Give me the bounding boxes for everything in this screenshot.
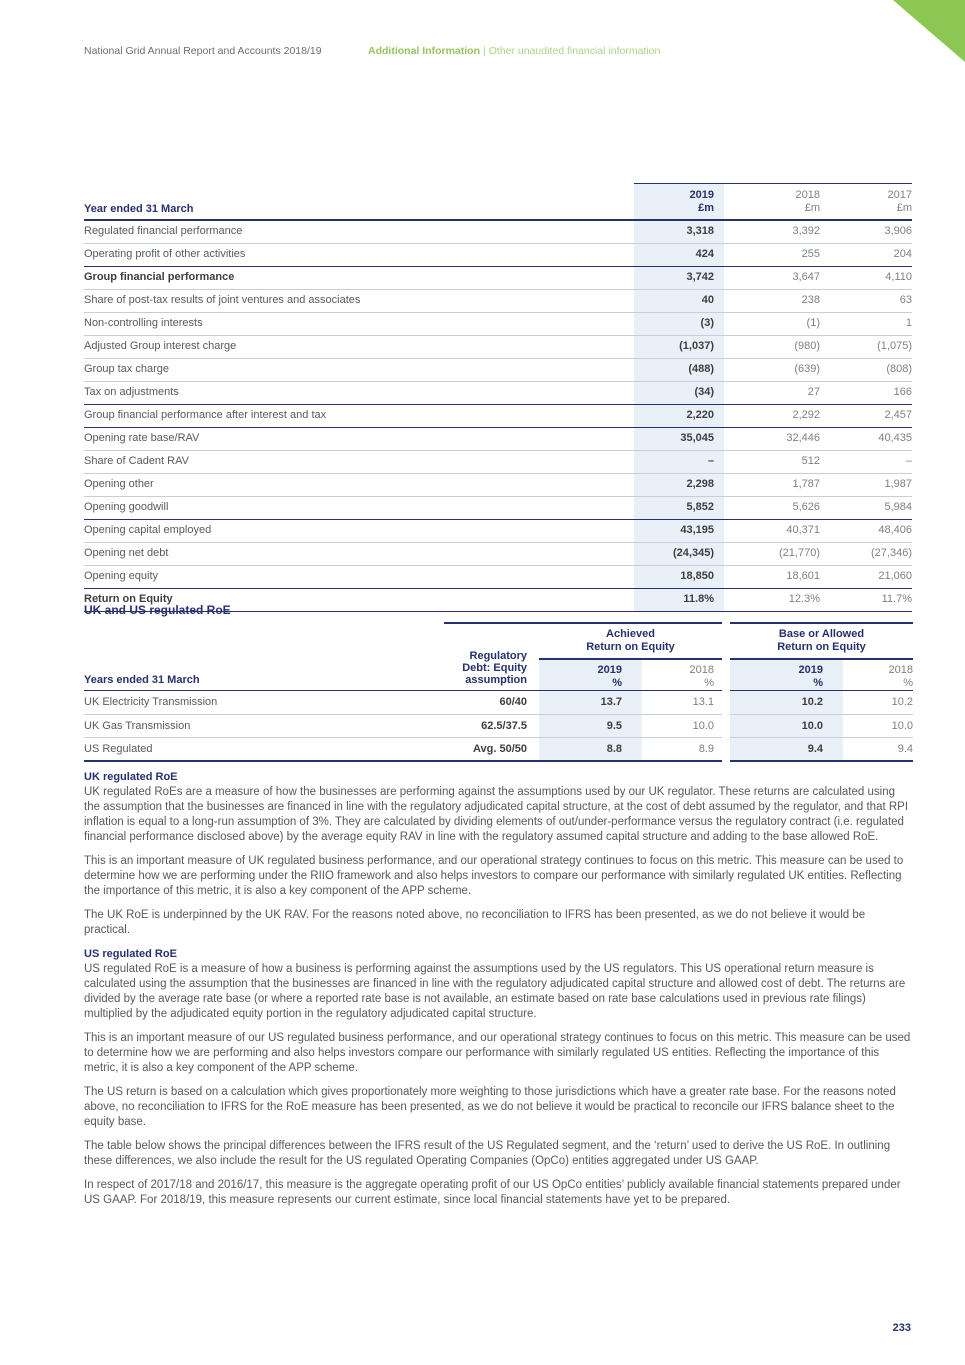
subheader-achieved-2018: 2018 %	[689, 664, 714, 689]
table-row: Non-controlling interests (3) (1) 1	[84, 312, 912, 335]
group-header-achieved: Achieved Return on Equity	[586, 628, 675, 653]
breadcrumb-subsection: Other unaudited financial information	[488, 45, 661, 57]
breadcrumb-section: Additional Information	[368, 45, 480, 57]
table-row: Operating profit of other activities 424 255 204	[84, 243, 912, 266]
paragraph: In respect of 2017/18 and 2016/17, this measure is the aggregate operating profit of our US OpCo entities’ publicly available financial statements prepared under US GAAP. For 2018/19, this measure represents our current estimate, since local financial statements have yet to be prepared.	[84, 1179, 901, 1206]
group-header-base-allowed: Base or Allowed Return on Equity	[777, 628, 866, 653]
paragraph: US regulated RoE is a measure of how a business is performing against the assumptions used by the US regulators. This US operational return measure is calculated using the assumption that the businesses are financed in line with the regulatory adjudicated capital structure and allowed cost of debt. The returns are divided by the average rate base (or where a reported rate base is not available, an estimate based on rate base calculations used in previous rate filings) multiplied by the adjudicated equity portion in the regulatory adjudicated capital structure.	[84, 963, 906, 1020]
header-top-rule-right	[730, 622, 913, 624]
column-header-2019: 2019 £m	[634, 184, 724, 219]
narrative-text	[84, 770, 914, 1208]
table-row: Opening goodwill 5,852 5,626 5,984	[84, 496, 912, 519]
table-row: US Regulated Avg. 50/50 8.8 8.9 9.4 9.4	[84, 737, 913, 760]
table-row: Group tax charge (488) (639) (808)	[84, 358, 912, 381]
table-row-total: Return on Equity 11.8% 12.3% 11.7%	[84, 588, 912, 611]
table-row: Opening net debt (24,345) (21,770) (27,346)	[84, 542, 912, 565]
table-row-subtotal: Opening capital employed 43,195 40,371 48,406	[84, 519, 912, 542]
roe-table-title: UK and US regulated RoE	[84, 603, 231, 617]
table-row: Adjusted Group interest charge (1,037) (980) (1,075)	[84, 335, 912, 358]
table-row: Share of post-tax results of joint ventures and associates 40 238 63	[84, 289, 912, 312]
uk-roe-heading: UK regulated RoE	[84, 771, 178, 783]
paragraph: The UK RoE is underpinned by the UK RAV. For the reasons noted above, no reconciliation to IFRS has been presented, as we do not believe it would be practical.	[84, 909, 866, 936]
table-year-headers	[634, 183, 912, 219]
table-row: Tax on adjustments (34) 27 166	[84, 381, 912, 404]
table-row: Share of Cadent RAV – 512 –	[84, 450, 912, 473]
header-bottom-rule-right	[730, 690, 913, 692]
running-header	[84, 45, 914, 57]
header-bottom-rule-left	[84, 690, 722, 692]
financial-performance-table	[84, 183, 912, 612]
table-header	[84, 183, 912, 221]
subheader-base-2018: 2018 %	[888, 664, 913, 689]
paragraph: The US return is based on a calculation which gives proportionately more weighting to those jurisdictions which have a greater rate base. For the reasons noted above, no reconciliation to IFRS for the RoE measure has been presented, as we do not believe it would be practical to reconcile our IFRS balance sheet to the equity base.	[84, 1086, 896, 1128]
table-row: UK Gas Transmission 62.5/37.5 9.5 10.0 10.0 10.0	[84, 714, 913, 737]
group-underline-left	[539, 658, 722, 660]
table-row: Opening rate base/RAV 35,045 32,446 40,435	[84, 427, 912, 450]
paragraph: This is an important measure of UK regulated business performance, and our operational strategy continues to focus on this metric. This measure can be used to determine how we are performing under the RIIO framework and also helps investors to compare our performance with similarly regulated UK entities. Reflecting the importance of this metric, it is also a key component of the APP scheme.	[84, 855, 904, 897]
table-row-subtotal: Group financial performance 3,742 3,647 4,110	[84, 266, 912, 289]
breadcrumb-separator: |	[483, 45, 486, 57]
paragraph: UK regulated RoEs are a measure of how the businesses are performing against the assumptions used by our UK regulator. These returns are calculated using the assumption that the businesses are financed in line with the regulatory adjudicated capital structure, at the cost of debt assumed by the regulator, and that RPI inflation is equal to a long-run assumption of 3%. They are calculated by dividing elements of out/under-performance versus the regulatory contract (i.e. regulated financial performance disclosed above) by the average equity RAV in line with the regulatory assumed capital structure and adding to the base allowed RoE.	[84, 786, 909, 843]
column-header-2018: 2018 £m	[795, 189, 820, 215]
subheader-base-2019: 2019 %	[730, 660, 843, 691]
table-bottom-rules	[84, 760, 913, 762]
row-header-label: Years ended 31 March	[84, 674, 200, 686]
column-header-2017: 2017 £m	[887, 189, 912, 215]
table-header-label: Year ended 31 March	[84, 203, 194, 216]
us-roe-heading: US regulated RoE	[84, 948, 177, 960]
roe-table-header	[84, 622, 913, 691]
regulatory-assumption-header: Regulatory Debt: Equity assumption	[462, 650, 527, 686]
table-row: Opening equity 18,850 18,601 21,060	[84, 565, 912, 588]
table-row: UK Electricity Transmission 60/40 13.7 13.1 10.2 10.2	[84, 691, 913, 714]
page-number: 233	[892, 1322, 911, 1334]
paragraph: The table below shows the principal differences between the IFRS result of the US Regulated segment, and the ‘return’ used to derive the US RoE. In outlining these differences, we also include the result for the US regulated Operating Companies (OpCo) entities aggregated under US GAAP.	[84, 1140, 891, 1167]
subheader-achieved-2019: 2019 %	[539, 660, 642, 691]
paragraph: This is an important measure of our US regulated business performance, and our operational strategy continues to focus on this metric. This measure can be used to determine how we are performing and also helps investors compare our performance with similarly regulated US entities. Reflecting the importance of this metric, it is also a key component of the APP scheme.	[84, 1032, 911, 1074]
table-row: Regulated financial performance 3,318 3,392 3,906	[84, 221, 912, 243]
report-title: National Grid Annual Report and Accounts 2018/19	[84, 45, 322, 57]
header-top-rule-left	[444, 622, 722, 624]
table-row-subtotal: Group financial performance after interest and tax 2,220 2,292 2,457	[84, 404, 912, 427]
group-underline-right	[730, 658, 913, 660]
roe-table	[84, 622, 913, 762]
table-row: Opening other 2,298 1,787 1,987	[84, 473, 912, 496]
